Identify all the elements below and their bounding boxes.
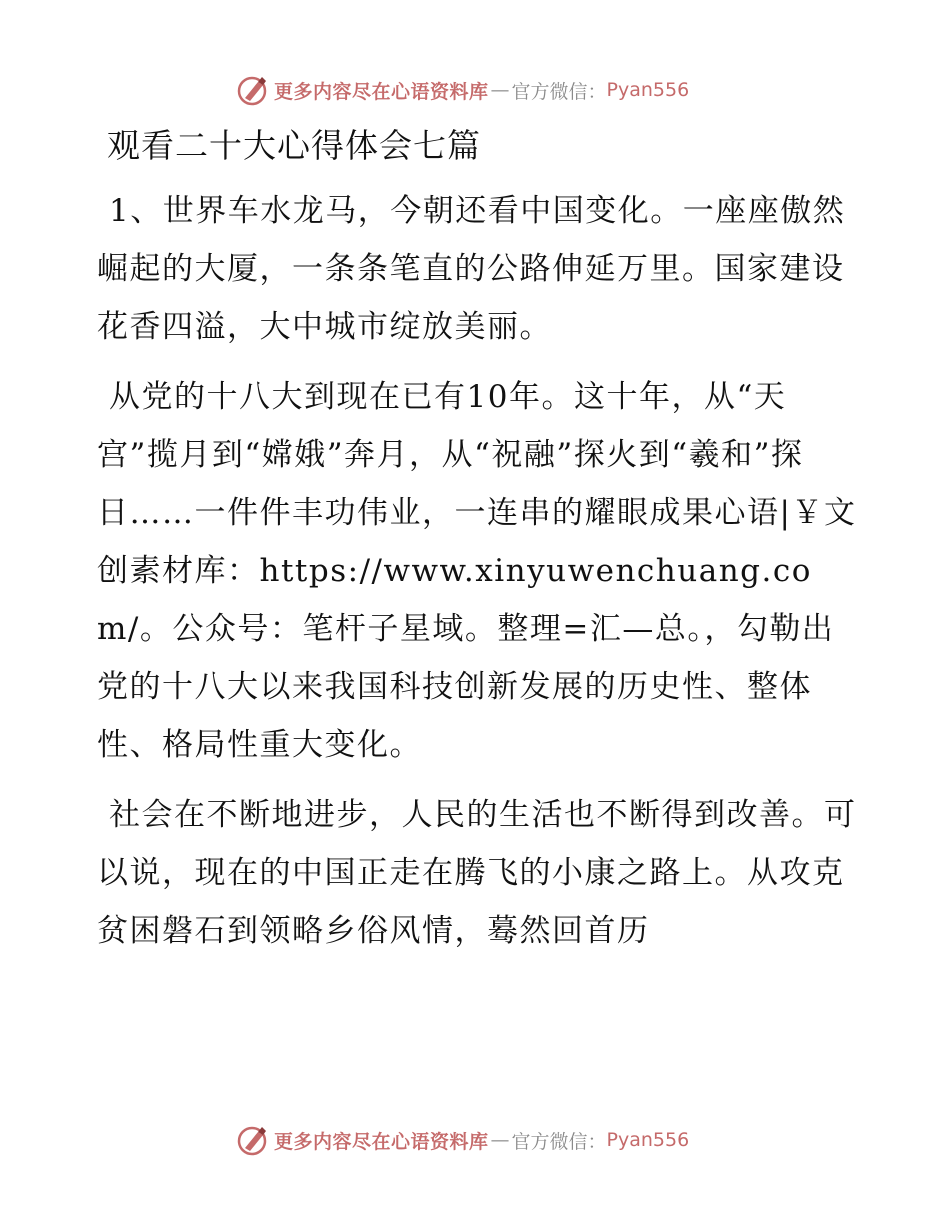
watermark-brand: 更多内容尽在心语资料库: [274, 80, 489, 103]
paragraph-1: 1、世界车水龙马，今朝还看中国变化。一座座傲然崛起的大厦，一条条笔直的公路伸延万里。国家建设花香四溢，大中城市绽放美丽。: [97, 193, 846, 345]
paragraph-2: 从党的十八大到现在已有10年。这十年，从“天宫”揽月到“嫦娥”奔月，从“祝融”探火到“羲和”探日……一件件丰功伟业，一连串的耀眼成果心语|￥文创素材库：https://www.xinyuwenchuang.com/。公众号：笔杆子星域。整理=汇—总。，勾勒出党的十八大以来我国科技创新发展的历史性、整体性、格局性重大变化。: [97, 379, 857, 763]
watermark-dash: —: [490, 79, 510, 101]
watermark-dash: —: [490, 1129, 510, 1151]
document-body: [97, 122, 857, 972]
pen-nib-logo-icon: [236, 1123, 270, 1157]
pen-nib-logo-icon: [236, 73, 270, 107]
document-title: 观看二十大心得体会七篇: [107, 126, 481, 165]
watermark-sub: 官方微信：: [511, 80, 607, 103]
watermark-id: Pyan556: [606, 1129, 690, 1151]
watermark-brand: 更多内容尽在心语资料库: [274, 1130, 489, 1153]
footer-watermark: [236, 1120, 689, 1160]
watermark-sub: 官方微信：: [511, 1130, 607, 1153]
watermark-id: Pyan556: [606, 79, 690, 101]
header-watermark: [236, 70, 689, 110]
paragraph-3: 社会在不断地进步，人民的生活也不断得到改善。可以说，现在的中国正走在腾飞的小康之路上。从攻克贫困磐石到领略乡俗风情，蓦然回首历: [97, 797, 857, 949]
